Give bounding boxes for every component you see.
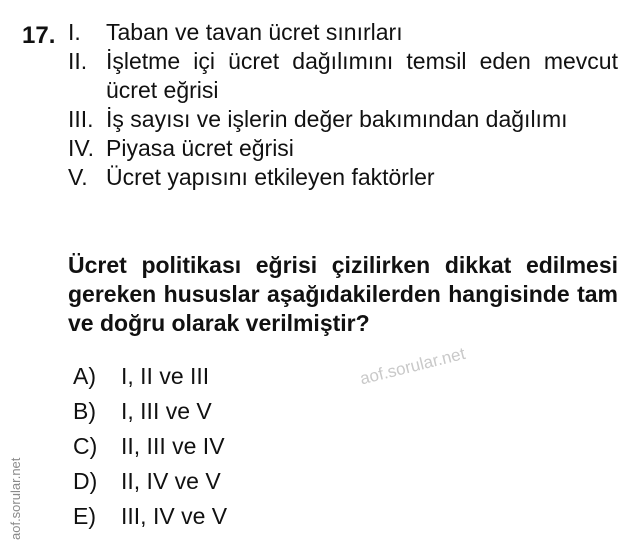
statement-numeral: V. <box>68 164 88 190</box>
statement-numeral: I. <box>68 19 81 45</box>
statement-numeral: IV. <box>68 135 95 161</box>
answer-option-c[interactable] <box>73 429 227 464</box>
option-letter: C) <box>73 433 98 459</box>
option-letter: E) <box>73 503 96 529</box>
question-prompt: Ücret politikası eğrisi çizilirken dikkat edilmesi gereken hususlar aşağıdakilerden hangisinde tam ve doğru olarak verilmiştir? <box>68 252 618 336</box>
answer-option-e[interactable] <box>73 499 227 534</box>
option-letter: A) <box>73 363 96 389</box>
statement-text: Ücret yapısını etkileyen faktörler <box>106 164 435 190</box>
statement-item <box>68 134 618 163</box>
statement-numeral: II. <box>68 48 88 74</box>
statement-item <box>68 47 618 105</box>
statement-list <box>68 18 618 192</box>
option-text: I, III ve V <box>121 398 212 424</box>
answer-option-a[interactable] <box>73 359 227 394</box>
statement-numeral: III. <box>68 106 94 132</box>
statement-text: İş sayısı ve işlerin değer bakımından dağılımı <box>106 106 568 132</box>
option-text: II, IV ve V <box>121 468 221 494</box>
statement-item <box>68 18 618 47</box>
option-letter: B) <box>73 398 96 424</box>
statement-item <box>68 105 618 134</box>
answer-options <box>73 359 227 534</box>
option-text: III, IV ve V <box>121 503 228 529</box>
option-letter: D) <box>73 468 98 494</box>
question-number: 17. <box>22 22 56 49</box>
statement-text: Taban ve tavan ücret sınırları <box>106 19 403 45</box>
statement-text: İşletme içi ücret dağılımını temsil eden mevcut ücret eğrisi <box>106 48 618 103</box>
option-text: II, III ve IV <box>121 433 225 459</box>
answer-option-b[interactable] <box>73 394 227 429</box>
statement-text: Piyasa ücret eğrisi <box>106 135 294 161</box>
option-text: I, II ve III <box>121 363 210 389</box>
answer-option-d[interactable] <box>73 464 227 499</box>
side-watermark: aof.sorular.net <box>8 457 23 540</box>
statement-item <box>68 163 618 192</box>
center-watermark: aof.sorular.net <box>358 343 468 389</box>
